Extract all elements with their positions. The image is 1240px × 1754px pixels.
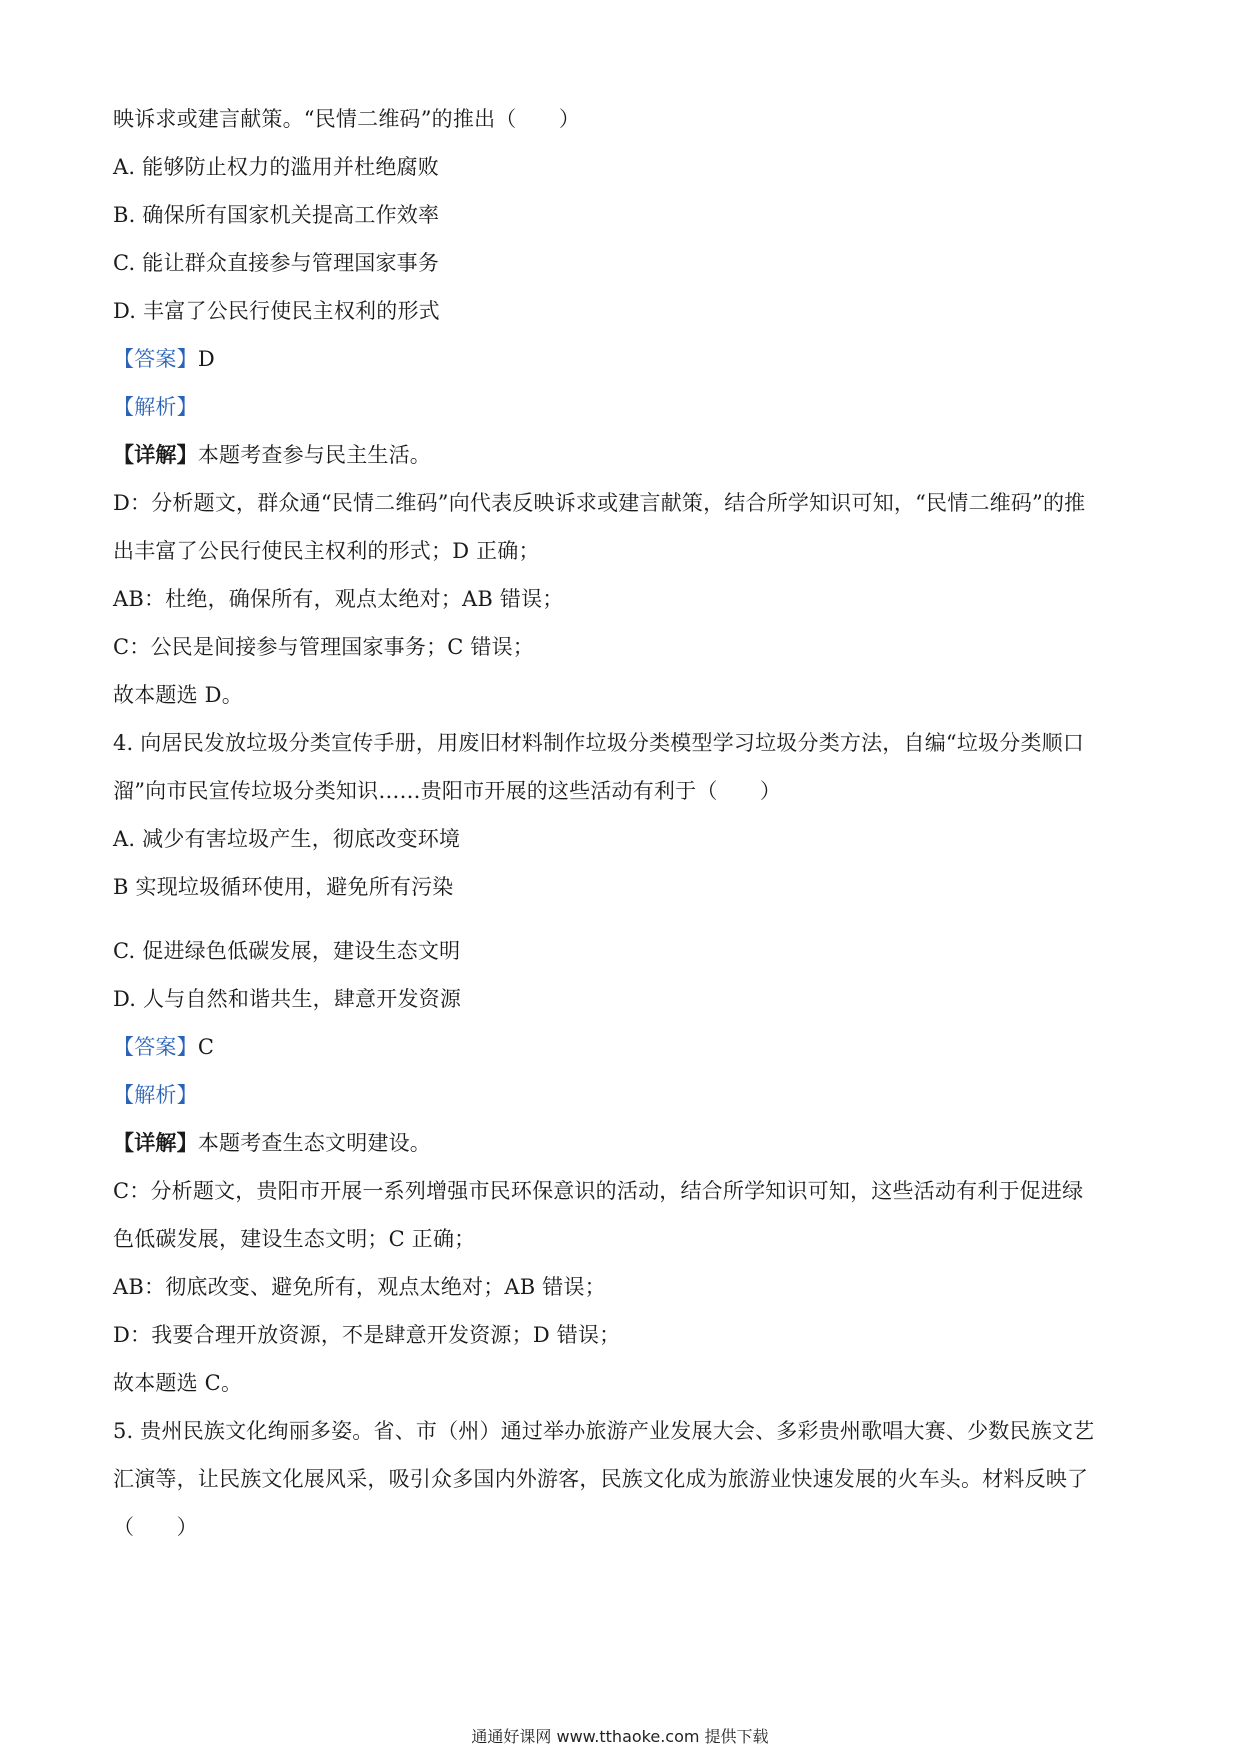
q4-option-b: B 实现垃圾循环使用，避免所有污染 [113,875,454,899]
q3-analysis-label [113,392,198,422]
q3-answer [113,344,215,374]
q3-option-c: C. 能让群众直接参与管理国家事务 [113,251,440,275]
q4-answer-value: C [197,1035,215,1059]
q4-detail [113,1128,431,1158]
q4-detail-label: 【详解】 [113,1130,198,1155]
q3-analysis-label-text: 【解析】 [113,395,198,419]
q4-option-d: D. 人与自然和谐共生，肆意开发资源 [113,987,462,1011]
q5-stem-line-1: 5. 贵州民族文化绚丽多姿。省、市（州）通过举办旅游产业发展大会、多彩贵州歌唱大赛、少数民族文艺 [113,1419,1095,1443]
q4-option-a: A. 减少有害垃圾产生，彻底改变环境 [113,827,461,851]
q4-explanation-line-4: D：我要合理开放资源，不是肆意开发资源；D 错误； [113,1323,621,1347]
q3-detail-text: 本题考查参与民主生活。 [197,443,432,467]
q3-explanation-line-2: 出丰富了公民行使民主权利的形式；D 正确； [113,539,540,563]
q3-option-b: B. 确保所有国家机关提高工作效率 [113,203,440,227]
q3-explanation-line-1: D：分析题文，群众通“民情二维码”向代表反映诉求或建言献策，结合所学知识可知，“民情二维码”的推 [113,491,1086,515]
q4-explanation-line-3: AB：彻底改变、避免所有，观点太绝对；AB 错误； [113,1275,606,1299]
q4-answer [113,1032,214,1062]
q3-stem: 映诉求或建言献策。“民情二维码”的推出（ ） [113,107,581,131]
page-footer: 通通好课网 www.tthaoke.com 提供下载 [471,1727,769,1746]
q4-stem-line-1: 4. 向居民发放垃圾分类宣传手册，用废旧材料制作垃圾分类模型学习垃圾分类方法，自编“垃圾分类顺口 [113,731,1085,755]
q4-explanation-line-5: 故本题选 C。 [113,1371,243,1395]
q3-answer-label: 【答案】 [113,347,198,371]
q3-detail [113,440,431,470]
q4-explanation-line-1: C：分析题文，贵阳市开展一系列增强市民环保意识的活动，结合所学知识可知，这些活动有利于促进绿 [113,1179,1084,1203]
q4-analysis-label [113,1080,198,1110]
q3-option-d: D. 丰富了公民行使民主权利的形式 [113,299,440,323]
q3-explanation-line-5: 故本题选 D。 [113,683,243,707]
q4-stem-line-2: 溜”向市民宣传垃圾分类知识……贵阳市开展的这些活动有利于（ ） [113,779,782,803]
q3-answer-value: D [197,347,215,371]
q4-explanation-line-2: 色低碳发展，建设生态文明；C 正确； [113,1227,476,1251]
q4-answer-label: 【答案】 [113,1035,198,1059]
q3-explanation-line-3: AB：杜绝，确保所有，观点太绝对；AB 错误； [113,587,564,611]
q4-option-c: C. 促进绿色低碳发展，建设生态文明 [113,939,461,963]
q5-stem-line-3: （ ） [113,1515,198,1539]
q3-option-a: A. 能够防止权力的滥用并杜绝腐败 [113,155,439,179]
q3-detail-label: 【详解】 [113,442,198,467]
q4-detail-text: 本题考查生态文明建设。 [197,1131,432,1155]
q4-analysis-label-text: 【解析】 [113,1083,198,1107]
q3-explanation-line-4: C：公民是间接参与管理国家事务；C 错误； [113,635,535,659]
q5-stem-line-2: 汇演等，让民族文化展风采，吸引众多国内外游客，民族文化成为旅游业快速发展的火车头。材料反映了 [113,1467,1089,1491]
